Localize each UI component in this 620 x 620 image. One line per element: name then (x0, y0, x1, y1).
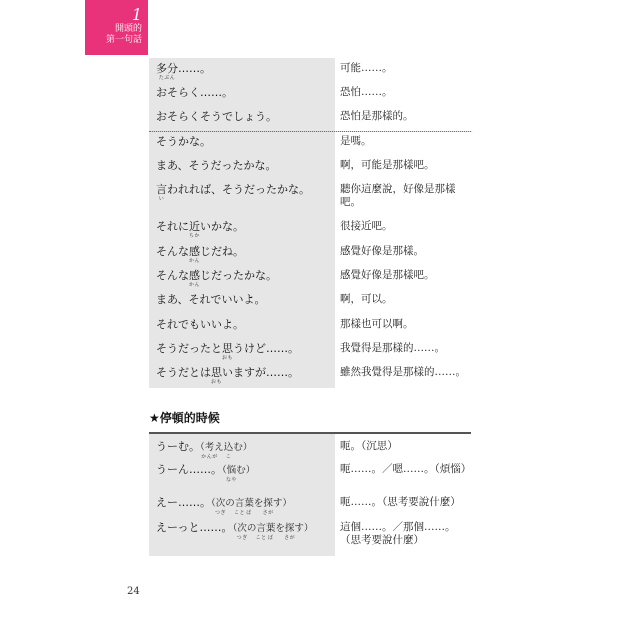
japanese-phrase (156, 86, 334, 100)
chinese-translation: 雖然我覺得是那樣的……。 (340, 366, 466, 378)
phrase-table-2 (149, 432, 471, 556)
chinese-translation: 這個……。／那個……。（思考要說什麼） (340, 521, 456, 546)
phrase-text: そうだとは (156, 366, 211, 379)
furigana: おも (210, 379, 223, 385)
phrase-text: まあ、そうだったかな。 (156, 159, 277, 172)
kanji: 込 (223, 442, 234, 453)
phrase-table-1 (149, 58, 471, 388)
furigana: つぎ (236, 535, 248, 541)
kanji-with-reading (188, 245, 201, 264)
furigana: たぶん (158, 75, 176, 81)
japanese-phrase (156, 342, 334, 361)
japanese-phrase (156, 521, 334, 541)
action-note-text: の (225, 498, 235, 509)
phrase-text: そうかな。 (156, 135, 211, 148)
furigana: なや (226, 477, 238, 483)
chinese-translation: 我覺得是那樣的……。 (340, 342, 445, 354)
chinese-translation: 恐怕……。 (340, 86, 393, 98)
kanji: 思 (222, 342, 233, 355)
kanji: 葉 (244, 498, 254, 509)
furigana: さが (262, 510, 274, 516)
chapter-title-line-1: 開頭的 (114, 24, 142, 34)
phrase-text: うーむ。 (156, 440, 200, 453)
phrase-text: いかな。 (200, 220, 244, 233)
phrase-text: それに (156, 220, 189, 233)
kanji-with-reading (265, 522, 276, 541)
kanji-with-reading (201, 441, 218, 460)
phrase-text: そうだったと (156, 342, 222, 355)
chapter-number: 1 (131, 5, 142, 24)
action-note-text: の (246, 523, 257, 534)
phrase-text: まあ、それでいいよ。 (156, 293, 266, 306)
japanese-phrase (156, 159, 334, 173)
chapter-tab (85, 0, 148, 55)
page-number: 24 (127, 586, 140, 597)
kanji-with-reading (223, 441, 234, 460)
phrase-text: じだったかな。 (200, 269, 277, 282)
action-note-text: （ (211, 498, 216, 509)
kanji-with-reading (215, 497, 227, 516)
action-note-text: （ (200, 442, 205, 453)
kanji: 悩 (226, 465, 237, 476)
furigana: こと (234, 510, 246, 516)
kanji: 多分 (156, 62, 178, 75)
chapter-title-line-2: 第一句話 (105, 35, 142, 45)
action-note-text: を (275, 523, 285, 534)
kanji-with-reading (226, 464, 238, 483)
phrase-text: えーっと……。 (156, 521, 233, 534)
kanji-with-reading (210, 366, 223, 385)
kanji-with-reading (262, 497, 274, 516)
furigana: ば (267, 535, 274, 541)
chinese-translation: 感覺好像是那樣。 (340, 245, 424, 257)
phrase-text: じだね。 (200, 245, 244, 258)
kanji-with-reading (234, 497, 246, 516)
kanji: 言 (234, 498, 245, 509)
kanji-with-reading (221, 342, 234, 361)
phrase-text: われれば、そうだったかな。 (167, 183, 310, 196)
furigana: ば (246, 510, 252, 516)
pink-dotted-divider (149, 131, 471, 132)
japanese-phrase (156, 293, 334, 307)
furigana: かん (188, 258, 201, 264)
japanese-phrase (156, 440, 334, 460)
furigana: ちか (188, 233, 201, 239)
furigana: こ (225, 454, 232, 460)
kanji: 葉 (265, 523, 276, 534)
chinese-translation: 呃……。（思考要說什麼） (340, 496, 461, 508)
kanji: 近 (189, 220, 200, 233)
chinese-translation: 呃。（沉思） (340, 440, 398, 452)
action-note-text: む） (233, 442, 253, 453)
chinese-translation: 可能……。 (340, 62, 393, 74)
phrase-text: おそらくそうでしょう。 (156, 110, 277, 123)
chinese-translation: 很接近吧。 (340, 220, 393, 232)
japanese-phrase (156, 269, 334, 288)
action-note-text: す） (294, 523, 314, 534)
phrase-text: おそらく……。 (156, 86, 233, 99)
kanji-with-reading (188, 220, 201, 239)
chinese-translation: 啊，可以。 (340, 293, 393, 305)
kanji: 探 (284, 523, 295, 534)
kanji: 言 (156, 183, 167, 196)
phrase-text: えー……。 (156, 496, 211, 509)
action-note-text: え (214, 442, 224, 453)
chinese-translation: 呃……。／嗯……。（煩惱） (340, 463, 472, 475)
japanese-phrase (156, 366, 334, 385)
chinese-translation: 那樣也可以啊。 (340, 318, 414, 330)
phrase-text: うーん……。 (156, 463, 222, 476)
japanese-phrase (156, 110, 334, 124)
kanji: 感 (189, 269, 200, 282)
japanese-phrase (156, 183, 334, 202)
action-note-text: す） (272, 498, 292, 509)
furigana: かん (188, 282, 201, 288)
kanji-with-reading (156, 183, 167, 202)
kanji-with-reading (188, 269, 201, 288)
kanji: 次 (237, 523, 247, 534)
kanji-with-reading (255, 522, 267, 541)
kanji: 感 (189, 245, 200, 258)
japanese-phrase (156, 135, 334, 149)
japanese-phrase (156, 496, 334, 516)
action-note-text: （ (222, 465, 227, 476)
kanji: 言 (256, 523, 266, 534)
kanji-with-reading (236, 522, 248, 541)
furigana: さが (284, 535, 296, 541)
kanji-with-reading (156, 62, 178, 81)
kanji: 思 (211, 366, 222, 379)
chinese-translation: 是嗎。 (340, 135, 372, 147)
kanji-with-reading (244, 497, 254, 516)
furigana: かんが (201, 454, 218, 460)
japanese-phrase (156, 62, 334, 81)
furigana: こと (255, 535, 267, 541)
phrase-text: うけど……。 (233, 342, 299, 355)
section-heading: ★停頓的時候 (149, 411, 220, 425)
chinese-translation: 聽你這麼說，好像是那樣吧。 (340, 183, 456, 208)
action-note-text: む） (236, 465, 256, 476)
japanese-phrase (156, 245, 334, 264)
furigana: つぎ (215, 510, 227, 516)
chinese-translation: 感覺好像是那樣吧。 (340, 269, 435, 281)
action-note-text: を (253, 498, 264, 509)
furigana: い (158, 196, 165, 202)
chinese-translation: 啊，可能是那樣吧。 (340, 159, 435, 171)
action-note-text: （ (232, 523, 238, 534)
japanese-phrase (156, 318, 334, 332)
kanji: 考 (204, 442, 215, 453)
phrase-text: ……。 (178, 62, 211, 75)
phrase-text: それでもいいよ。 (156, 318, 244, 331)
furigana: おも (221, 355, 234, 361)
kanji-with-reading (284, 522, 296, 541)
japanese-phrase (156, 463, 334, 483)
phrase-text: そんな (156, 245, 189, 258)
phrase-text: そんな (156, 269, 189, 282)
japanese-phrase (156, 220, 334, 239)
chinese-translation: 恐怕是那樣的。 (340, 110, 414, 122)
kanji: 次 (215, 498, 226, 509)
kanji: 探 (263, 498, 273, 509)
phrase-text: いますが……。 (222, 366, 299, 379)
